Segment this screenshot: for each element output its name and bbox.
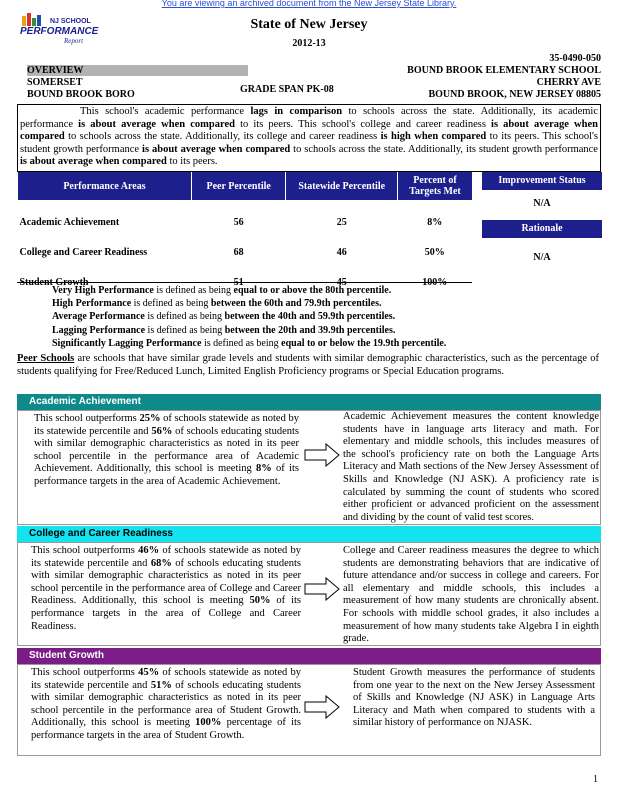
district-name: BOUND BROOK BORO <box>27 89 135 100</box>
row-area: College and Career Readiness <box>19 247 148 258</box>
peer-schools-text: are schools that have similar grade levels and students with similar demographic characteristics, such as the percentage of students qualifying for Free/Reduced Lunch, Limited English Proficiency programs or Special Education programs. <box>17 353 599 377</box>
logo-line1: NJ SCHOOL <box>50 18 91 25</box>
school-year: 2012-13 <box>292 38 326 49</box>
table-row <box>18 230 473 260</box>
overview-label: OVERVIEW <box>27 65 84 76</box>
student-growth-section <box>17 664 601 756</box>
row-area: Academic Achievement <box>19 217 120 228</box>
improvement-status-header: Improvement Status <box>482 172 602 190</box>
row-targets: 8% <box>427 217 443 228</box>
school-code: 35-0490-050 <box>549 53 601 64</box>
college-career-readiness-header: College and Career Readiness <box>17 526 601 542</box>
row-peer: 68 <box>233 247 244 258</box>
table-bottom-rule <box>17 282 472 283</box>
improvement-status-value: N/A <box>533 198 551 209</box>
grade-span: GRADE SPAN PK-08 <box>240 84 334 95</box>
summary-paragraph: This school's academic performance lags in comparison to schools across the state. Additionally, its academic performance is about average when compared to its peers. This school's college and career readiness is about average when compared to schools across the state. Additionally, its college and career readiness is high when compared to its peers. This school's student growth performance is about average when compared to schools across the state. Additionally, its student growth performance is about average when compared to its peers. <box>17 104 601 172</box>
college-career-readiness-description: College and Career readiness measures the degree to which students are demonstrating behaviors that are indicative of future attendance and/or success in college and careers. For all elementary and middle schools, this includes a measurement of how many students are chronically absent. For schools with middle school grades, it also includes a measurement of how many students take Algebra I in eighth grade. <box>343 545 599 645</box>
performance-definitions <box>52 284 446 350</box>
definition-item: Average Performance is defined as being between the 40th and 59.9th percentiles. <box>52 311 396 323</box>
row-state: 45 <box>336 277 347 288</box>
logo-line3: Report <box>64 37 84 45</box>
row-targets: 50% <box>424 247 445 258</box>
table-row <box>18 200 473 230</box>
archived-notice[interactable]: You are viewing an archived document from the New Jersey State Library. <box>161 0 457 8</box>
row-peer: 56 <box>233 217 244 228</box>
academic-achievement-section <box>17 410 601 525</box>
definition-item: Significantly Lagging Performance is defined as being equal to or below the 19.9th percentile. <box>52 337 447 349</box>
col-targets-met: Percent of Targets Met <box>397 172 472 200</box>
academic-achievement-header: Academic Achievement <box>17 394 601 410</box>
row-state: 25 <box>336 217 347 228</box>
college-career-readiness-summary: This school outperforms 46% of schools statewide as noted by its statewide percentile and 68% of schools educating students with similar demographic characteristics as noted in its peer school percentile in the performance area of College and Career Readiness. Additionally, this school is meeting 50% of its performance targets in the area of College and Career Readiness. <box>31 545 302 632</box>
arrow-right-icon <box>304 443 340 467</box>
definition-item: High Performance is defined as being between the 60th and 79.9th percentiles. <box>52 298 382 310</box>
col-peer-percentile: Peer Percentile <box>191 172 285 200</box>
school-address1: CHERRY AVE <box>536 77 601 88</box>
row-state: 46 <box>336 247 347 258</box>
academic-achievement-description: Academic Achievement measures the content knowledge students have in language arts literacy and math. For elementary and middle schools, this includes measures of the school's proficiency rate on both the Language Arts Literacy and Math sections of the New Jersey Assessment of Skills and Knowledge (NJ ASK). A proficiency rate is calculated by summing the count of students who scored either proficient or advanced proficient on the assessment and dividing by the count of valid test scores. <box>343 411 599 523</box>
row-area: Student Growth <box>19 277 89 288</box>
performance-table <box>17 172 472 290</box>
peer-schools-term: Peer Schools <box>17 353 75 364</box>
row-peer: 51 <box>233 277 244 288</box>
school-address2: BOUND BROOK, NEW JERSEY 08805 <box>428 89 601 100</box>
college-career-readiness-section <box>17 542 601 646</box>
student-growth-summary: This school outperforms 45% of schools statewide as noted by its statewide percentile and 51% of schools educating students with similar demographic characteristics as noted in its peer school percentile in the performance area of Student Growth. Additionally, this school is meeting 100% percentage of its performance targets in the area of Student Growth. <box>31 667 302 741</box>
rationale-header: Rationale <box>482 220 602 238</box>
definition-item: Lagging Performance is defined as being between the 20th and 39.9th percentiles. <box>52 324 396 336</box>
arrow-right-icon <box>304 695 340 719</box>
peer-schools-paragraph <box>17 352 599 378</box>
arrow-right-icon <box>304 577 340 601</box>
logo-line2: PERFORMANCE <box>20 26 99 37</box>
page-number: 1 <box>593 774 598 785</box>
definition-item: Very High Performance is defined as being equal to or above the 80th percentile. <box>52 285 392 296</box>
col-statewide-percentile: Statewide Percentile <box>286 172 398 200</box>
row-targets: 100% <box>422 277 448 288</box>
page-title: State of New Jersey <box>250 17 368 32</box>
col-performance-areas: Performance Areas <box>18 172 192 200</box>
rationale-value: N/A <box>533 252 551 263</box>
student-growth-header: Student Growth <box>17 648 601 664</box>
school-name: BOUND BROOK ELEMENTARY SCHOOL <box>407 65 601 76</box>
student-growth-description: Student Growth measures the performance of students from one year to the next on the New Jersey Assessment of Skills and Knowledge (NJ ASK) in Language Arts Literacy and Math when compared to students with a similar history of performance on NJASK. <box>353 667 595 729</box>
academic-achievement-summary: This school outperforms 25% of schools statewide as noted by its statewide percentile and 56% of schools educating students with similar demographic characteristics as noted in its peer school percentile in the performance area of Academic Achievement. Additionally, this school is meeting 8% of its performance targets in the area of Academic Achievement. <box>34 413 300 487</box>
table-header-row <box>18 172 473 200</box>
county-name: SOMERSET <box>27 77 83 88</box>
